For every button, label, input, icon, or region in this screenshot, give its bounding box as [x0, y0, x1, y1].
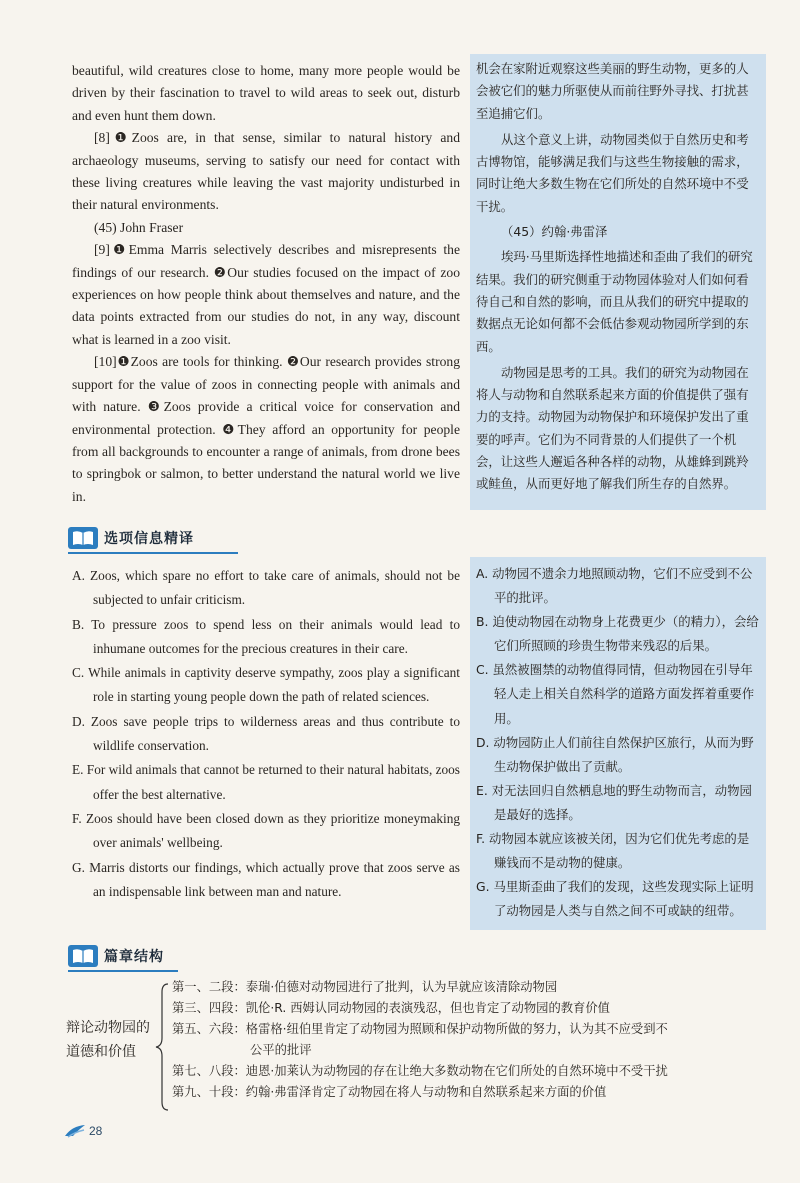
zh-option-g: G. 马里斯歪曲了我们的发现，这些发现实际上证明了动物园是人类与自然之间不可或缺的纽带。: [476, 879, 754, 919]
option-c: C. While animals in captivity deserve sympathy, zoos play a significant role in starting young people down the path of related sciences.: [72, 665, 460, 705]
page-footer: [64, 1124, 102, 1138]
option-d: D. Zoos save people trips to wilderness areas and thus contribute to wildlife conservation.: [72, 713, 460, 754]
option-g: G. Marris distorts our findings, which actually prove that zoos serve as an indispensable link between man and nature.: [72, 859, 460, 899]
zh-option-b: B. 迫使动物园在动物身上花费更少（的精力），会给它们所照顾的珍贵生物带来残忍的后果。: [476, 614, 759, 654]
structure-list: [172, 977, 668, 1103]
structure-topic: [66, 1016, 150, 1064]
paragraph-continued: beautiful, wild creatures close to home, many more people would be driven by their fascination to travel to wild areas to seek out, disturb and even hunt them down.: [72, 63, 460, 123]
topic-line-2: 道德和价值: [66, 1044, 136, 1060]
passage-english: [72, 60, 460, 508]
page-number: 28: [89, 1124, 103, 1138]
section-underline: [68, 970, 178, 972]
zh-author-45: （45）约翰·弗雷泽: [501, 224, 608, 240]
section-title: 篇章结构: [104, 949, 164, 965]
structure-row: 公平的批评: [250, 1043, 312, 1057]
zh-paragraph-9: 埃玛·马里斯选择性地描述和歪曲了我们的研究结果。我们的研究侧重于动物园体验对人们如何看待自己和自然的影响，而且从我们的研究中提取的数据点无论如何都不会低估参观动物园所学到的东西。: [476, 249, 753, 354]
passage-chinese-box: [470, 54, 766, 510]
paragraph-9: [9]❶Emma Marris selectively describes and misrepresents the findings of our research. ❷Our studies focused on the impact of zoo experiences on how people think about themselves and nature, and the data points extracted from our studies do not, in any way, discount what is learned in a zoo visit.: [72, 242, 460, 347]
paragraph-10: [10]❶Zoos are tools for thinking. ❷Our research provides strong support for the value of zoos in connecting people with animals and with nature. ❸Zoos provide a critical voice for conservation and environmental protection. ❹They afford an opportunity for people from all backgrounds to encounter a range of animals, from drone bees to springbok or salmon, to better understand the natural world we live in.: [72, 354, 460, 504]
paragraph-8: [8]❶Zoos are, in that sense, similar to natural history and archaeology museums, serving to satisfy our need for contact with these living creatures while leaving the vast majority undisturbed in their natural environments.: [72, 130, 460, 213]
page-wing-icon: [64, 1124, 86, 1138]
structure-brace: [154, 982, 170, 1112]
zh-option-d: D. 动物园防止人们前往自然保护区旅行，从而为野生动物保护做出了贡献。: [476, 734, 754, 774]
zh-option-e: E. 对无法回归自然栖息地的野生动物而言，动物园是最好的选择。: [476, 782, 752, 822]
option-b: B. To pressure zoos to spend less on their animals would lead to inhumane outcomes for the precious creatures in their care.: [72, 616, 460, 656]
zh-option-c: C. 虽然被圈禁的动物值得同情，但动物园在引导年轻人走上相关自然科学的道路方面发挥着重要作用。: [476, 662, 755, 726]
zh-paragraph-8: 从这个意义上讲，动物园类似于自然历史和考古博物馆，能够满足我们与这些生物接触的需求，同时让绝大多数生物在它们所处的自然环境中不受干扰。: [476, 131, 749, 214]
structure-row: 第一、二段：泰瑞·伯德对动物园进行了批判，认为早就应该清除动物园: [172, 980, 558, 994]
options-english: [72, 564, 460, 904]
book-icon: [68, 945, 98, 967]
section-underline: [68, 552, 238, 554]
structure-row: 第五、六段：格雷格·纽伯里肯定了动物园为照顾和保护动物所做的努力，认为其不应受到不: [172, 1022, 668, 1036]
structure-row: 第九、十段：约翰·弗雷泽肯定了动物园在将人与动物和自然联系起来方面的价值: [172, 1085, 607, 1099]
zh-paragraph-continued: 机会在家附近观察这些美丽的野生动物，更多的人会被它们的魅力所驱使从而前往野外寻找、打扰甚至追捕它们。: [476, 61, 749, 121]
structure-row: 第七、八段：迪恩·加莱认为动物园的存在让绝大多数动物在它们所处的自然环境中不受干扰: [172, 1064, 668, 1078]
zh-option-a: A. 动物园不遗余力地照顾动物，它们不应受到不公平的批评。: [476, 566, 753, 606]
option-e: E. For wild animals that cannot be returned to their natural habitats, zoos offer the best alternative.: [72, 762, 460, 802]
options-chinese-box: [470, 557, 766, 930]
option-f: F. Zoos should have been closed down as they prioritize moneymaking over animals' wellbeing.: [72, 810, 460, 851]
book-icon: [68, 527, 98, 549]
section-header-structure: [68, 943, 268, 969]
zh-paragraph-10: 动物园是思考的工具。我们的研究为动物园在将人与动物和自然联系起来方面的价值提供了强有力的支持。动物园为动物保护和环境保护发出了重要的呼声。它们为不同背景的人们提供了一个机会，让这些人邂逅各种各样的动物，从雄蜂到跳羚或鲑鱼，从而更好地了解我们所生存的自然界。: [476, 364, 749, 492]
topic-line-1: 辩论动物园的: [66, 1020, 150, 1036]
structure-row: 第三、四段：凯伦·R. 西姆认同动物园的表演残忍，但也肯定了动物园的教育价值: [172, 1001, 610, 1015]
zh-option-f: F. 动物园本就应该被关闭，因为它们优先考虑的是赚钱而不是动物的健康。: [476, 831, 750, 871]
section-title: 选项信息精译: [104, 531, 194, 547]
option-a: A. Zoos, which spare no effort to take care of animals, should not be subjected to unfair criticism.: [72, 568, 460, 608]
section-header-options: [68, 525, 268, 551]
author-45: (45) John Fraser: [94, 219, 184, 235]
